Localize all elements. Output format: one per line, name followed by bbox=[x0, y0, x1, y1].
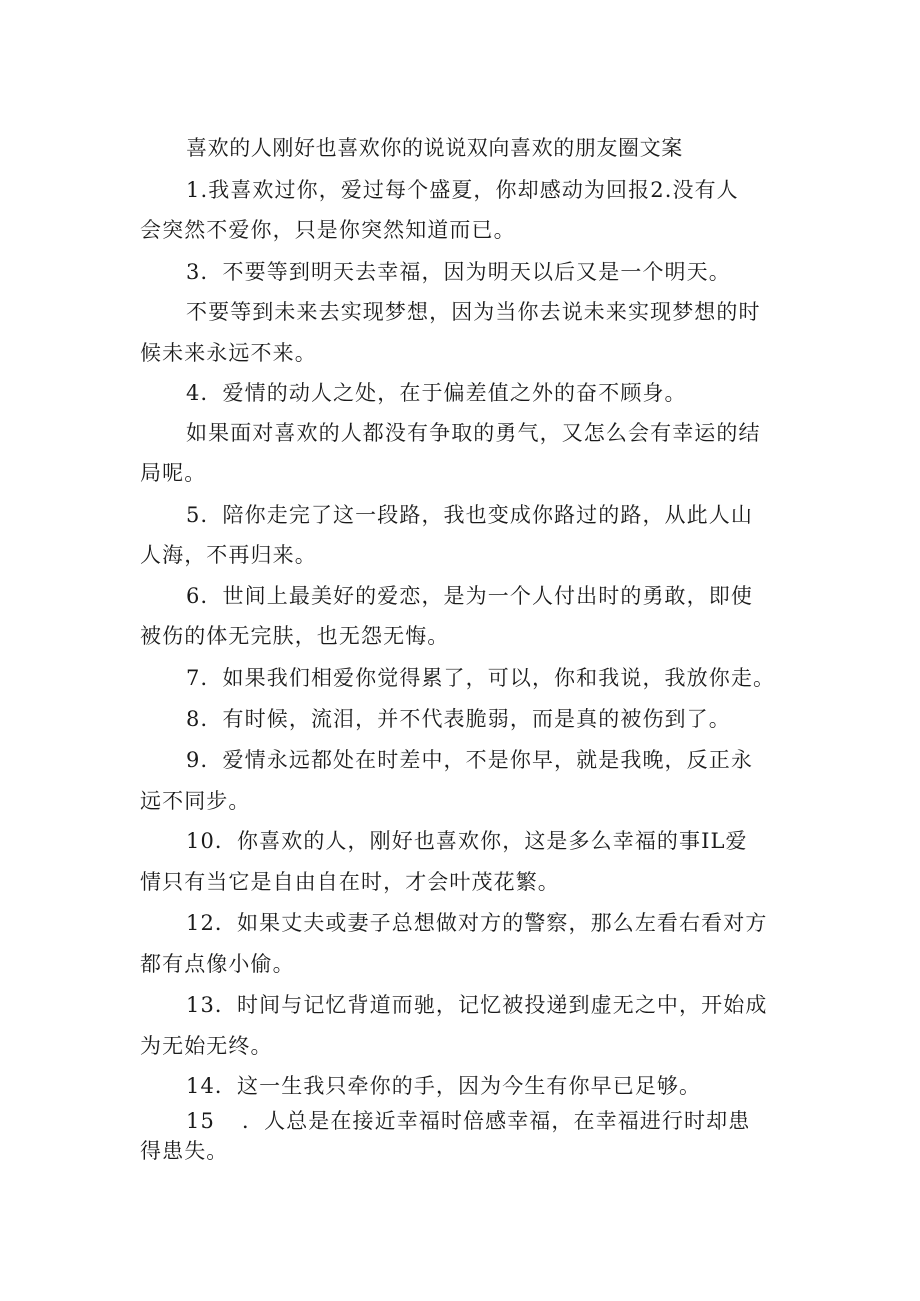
text-line: 情只有当它是自由自在时，才会叶茂花繁。 bbox=[140, 870, 560, 894]
text-line: 12．如果丈夫或妻子总想做对方的警察，那么左看右看对方 bbox=[186, 911, 768, 935]
text-line: 人海，不再归来。 bbox=[140, 543, 317, 567]
text-line: 为无始无终。 bbox=[140, 1034, 273, 1058]
text-line: 3．不要等到明天去幸福，因为明天以后又是一个明天。 bbox=[186, 260, 731, 284]
text-line: 14．这一生我只牵你的手，因为今生有你早已足够。 bbox=[186, 1074, 702, 1098]
document-title: 喜欢的人刚好也喜欢你的说说双向喜欢的朋友圈文案 bbox=[186, 136, 683, 160]
text-line: 候未来永远不来。 bbox=[140, 341, 317, 365]
text-line: 都有点像小偷。 bbox=[140, 952, 295, 976]
text-line: 6．世间上最美好的爱恋，是为一个人付出时的勇敢，即使 bbox=[186, 584, 753, 608]
text-line: 不要等到未来去实现梦想，因为当你去说未来实现梦想的时 bbox=[186, 300, 761, 324]
text-line: 得患失。 bbox=[140, 1139, 229, 1163]
text-line: 如果面对喜欢的人都没有争取的勇气，又怎么会有幸运的结 bbox=[186, 421, 761, 445]
text-line: 9．爱情永远都处在时差中，不是你早，就是我晚，反正永 bbox=[186, 748, 753, 772]
text-line: 被伤的体无完肤，也无怨无悔。 bbox=[140, 624, 450, 648]
text-line: 13．时间与记忆背道而驰，记忆被投递到虚无之中，开始成 bbox=[186, 993, 768, 1017]
list-number: 15 bbox=[186, 1109, 215, 1133]
text-line: 10．你喜欢的人，刚好也喜欢你，这是多么幸福的事IL爱 bbox=[186, 829, 748, 853]
text-line: 5．陪你走完了这一段路，我也变成你路过的路，从此人山 bbox=[186, 503, 753, 527]
text-line: 7．如果我们相爱你觉得累了，可以，你和我说，我放你走。 bbox=[186, 666, 776, 690]
text-line: 1.我喜欢过你，爱过每个盛夏，你却感动为回报2.没有人 bbox=[186, 178, 739, 202]
text-line: 4．爱情的动人之处，在于偏差值之外的奋不顾身。 bbox=[186, 381, 687, 405]
text-line: 8．有时候，流泪，并不代表脆弱，而是真的被伤到了。 bbox=[186, 707, 731, 731]
text-line: 会突然不爱你，只是你突然知道而已。 bbox=[140, 218, 516, 242]
text-line: 远不同步。 bbox=[140, 789, 251, 813]
text-line: 局呢。 bbox=[140, 461, 207, 485]
text-line: ．人总是在接近幸福时倍感幸福，在幸福进行时却患 bbox=[242, 1109, 751, 1133]
